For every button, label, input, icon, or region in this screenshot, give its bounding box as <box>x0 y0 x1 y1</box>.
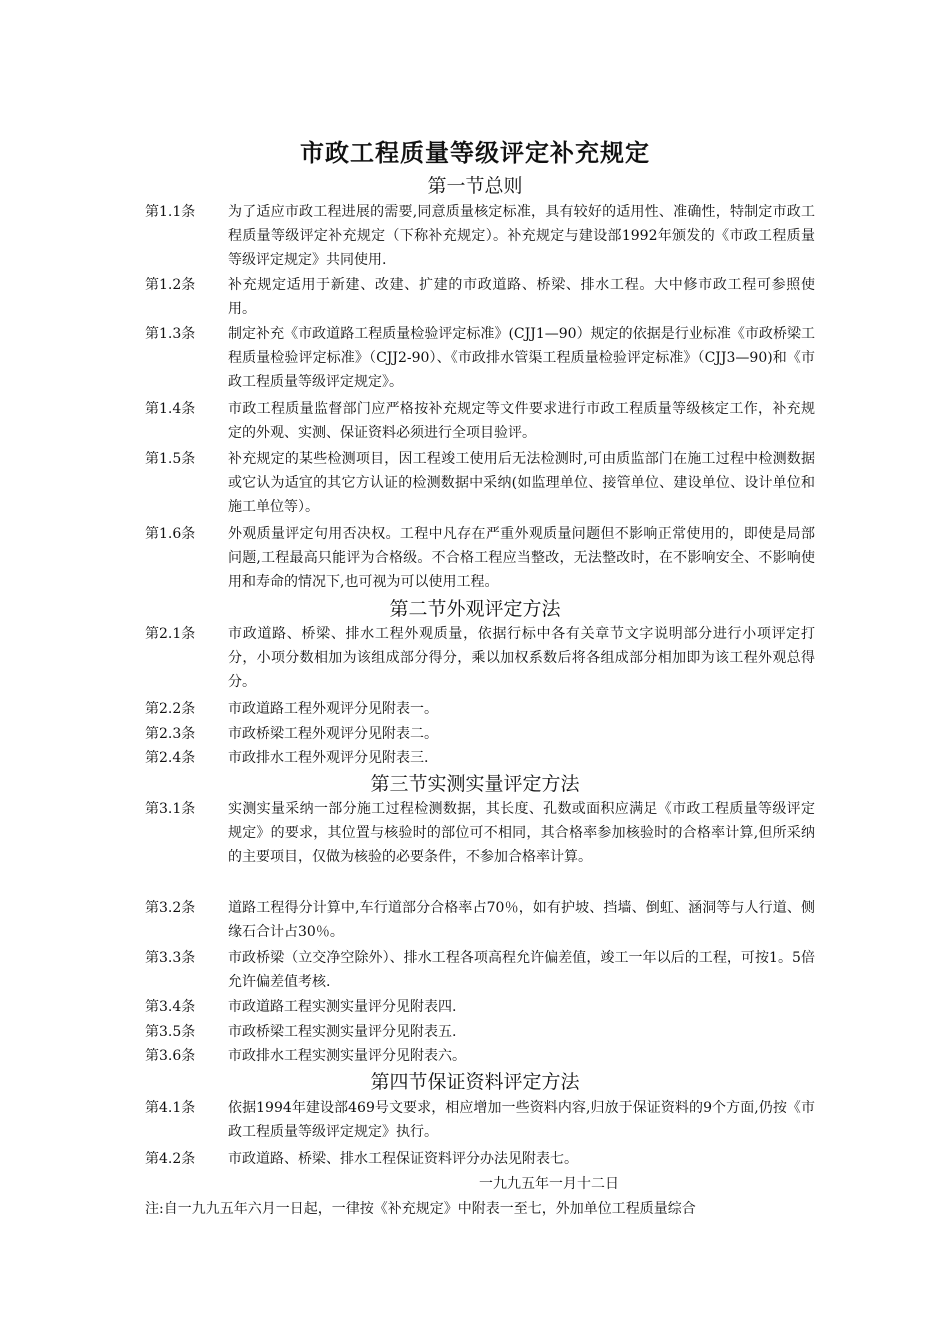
article-text: 市政工程质量监督部门应严格按补充规定等文件要求进行市政工程质量等级核定工作，补充规定的外观、实测、保证资料必须进行全项目验评。 <box>228 401 815 441</box>
article-number: 第4.1条 <box>145 1100 196 1116</box>
document-date: 一九九五年一月十二日 <box>479 1176 619 1192</box>
article-number: 第3.1条 <box>145 801 196 817</box>
article-text: 为了适应市政工程进展的需要,同意质量核定标准，具有较好的适用性、准确性，特制定市政工程质量等级评定补充规定（下称补充规定）。补充规定与建设部1992年颁发的《市政工程质量等级评定规定》共同使用. <box>228 204 815 268</box>
article <box>145 447 815 519</box>
article <box>145 995 815 1019</box>
article <box>145 1020 815 1044</box>
document-title: 市政工程质量等级评定补充规定 <box>300 138 650 167</box>
article-number: 第2.4条 <box>145 750 196 766</box>
article <box>145 946 815 994</box>
article-text: 依据1994年建设部469号文要求，相应增加一些资料内容,归放于保证资料的9个方面,仍按《市政工程质量等级评定规定》执行。 <box>228 1100 815 1140</box>
article-number: 第3.6条 <box>145 1048 196 1064</box>
article-number: 第1.5条 <box>145 451 196 467</box>
article <box>145 200 815 272</box>
article-text: 市政道路工程实测实量评分见附表四. <box>228 999 457 1015</box>
article-text: 道路工程得分计算中,车行道部分合格率占70％，如有护坡、挡墙、倒虹、涵洞等与人行道、侧缘石合计占30％。 <box>228 900 815 940</box>
article <box>145 797 815 869</box>
article <box>145 273 815 321</box>
article-number: 第1.4条 <box>145 401 196 417</box>
article-number: 第2.3条 <box>145 726 196 742</box>
article <box>145 322 815 394</box>
article-text: 市政道路、桥梁、排水工程外观质量，依据行标中各有关章节文字说明部分进行小项评定打分，小项分数相加为该组成部分得分，乘以加权系数后将各组成部分相加即为该工程外观总得分。 <box>228 626 815 690</box>
article <box>145 1044 815 1068</box>
article-number: 第1.3条 <box>145 326 196 342</box>
article <box>145 722 815 746</box>
article-text: 补充规定的某些检测项目，因工程竣工使用后无法检测时,可由质监部门在施工过程中检测数据或它认为适宜的其它方认证的检测数据中采纳(如监理单位、接管单位、建设单位、设计单位和施工单位等）。 <box>228 451 815 515</box>
article-text: 市政桥梁（立交净空除外）、排水工程各项高程允许偏差值，竣工一年以后的工程，可按1。5倍允许偏差值考核. <box>228 950 815 990</box>
article <box>145 1096 815 1144</box>
article-number: 第3.5条 <box>145 1024 196 1040</box>
article-number: 第2.2条 <box>145 701 196 717</box>
article-text: 市政桥梁工程实测实量评分见附表五. <box>228 1024 457 1040</box>
article-text: 市政桥梁工程外观评分见附表二。 <box>228 726 438 742</box>
article-text: 市政道路、桥梁、排水工程保证资料评分办法见附表七。 <box>228 1151 578 1167</box>
article <box>145 896 815 944</box>
article-number: 第3.3条 <box>145 950 196 966</box>
article-number: 第3.2条 <box>145 900 196 916</box>
article-text: 市政排水工程实测实量评分见附表六。 <box>228 1048 466 1064</box>
article-text: 市政排水工程外观评分见附表三. <box>228 750 429 766</box>
article-number: 第1.1条 <box>145 204 196 220</box>
article-text: 补充规定适用于新建、改建、扩建的市政道路、桥梁、排水工程。大中修市政工程可参照使用。 <box>228 277 815 317</box>
article <box>145 746 815 770</box>
article-text: 外观质量评定句用否决权。工程中凡存在严重外观质量问题但不影响正常使用的，即使是局部问题,工程最高只能评为合格级。不合格工程应当整改，无法整改时，在不影响安全、不影响使用和寿命的情况下,也可视为可以使用工程。 <box>228 526 815 590</box>
footnote: 注:自一九九五年六月一日起，一律按《补充规定》中附表一至七，外加单位工程质量综合 <box>145 1201 696 1217</box>
article <box>145 697 815 721</box>
article-number: 第1.6条 <box>145 526 196 542</box>
article-text: 实测实量采纳一部分施工过程检测数据，其长度、孔数或面积应满足《市政工程质量等级评定规定》的要求，其位置与核验时的部位可不相同，其合格率参加核验时的合格率计算,但所采纳的主要项目，仅做为核验的必要条件，不参加合格率计算。 <box>228 801 815 865</box>
article-number: 第4.2条 <box>145 1151 196 1167</box>
article-number: 第1.2条 <box>145 277 196 293</box>
section-heading: 第一节总则 <box>427 175 523 197</box>
article-number: 第3.4条 <box>145 999 196 1015</box>
section-heading: 第二节外观评定方法 <box>389 598 561 620</box>
article <box>145 522 815 594</box>
article-text: 制定补充《市政道路工程质量检验评定标准》(CJJ1—90）规定的依据是行业标准《市政桥梁工程质量检验评定标准》（CJJ2-90）、《市政排水管渠工程质量检验评定标准》（CJJ3—90)和《市政工程质量等级评定规定》。 <box>228 326 815 390</box>
section-heading: 第三节实测实量评定方法 <box>370 773 580 795</box>
article-number: 第2.1条 <box>145 626 196 642</box>
article <box>145 622 815 694</box>
section-heading: 第四节保证资料评定方法 <box>370 1071 580 1093</box>
article-text: 市政道路工程外观评分见附表一。 <box>228 701 438 717</box>
article <box>145 1147 815 1171</box>
article <box>145 397 815 445</box>
